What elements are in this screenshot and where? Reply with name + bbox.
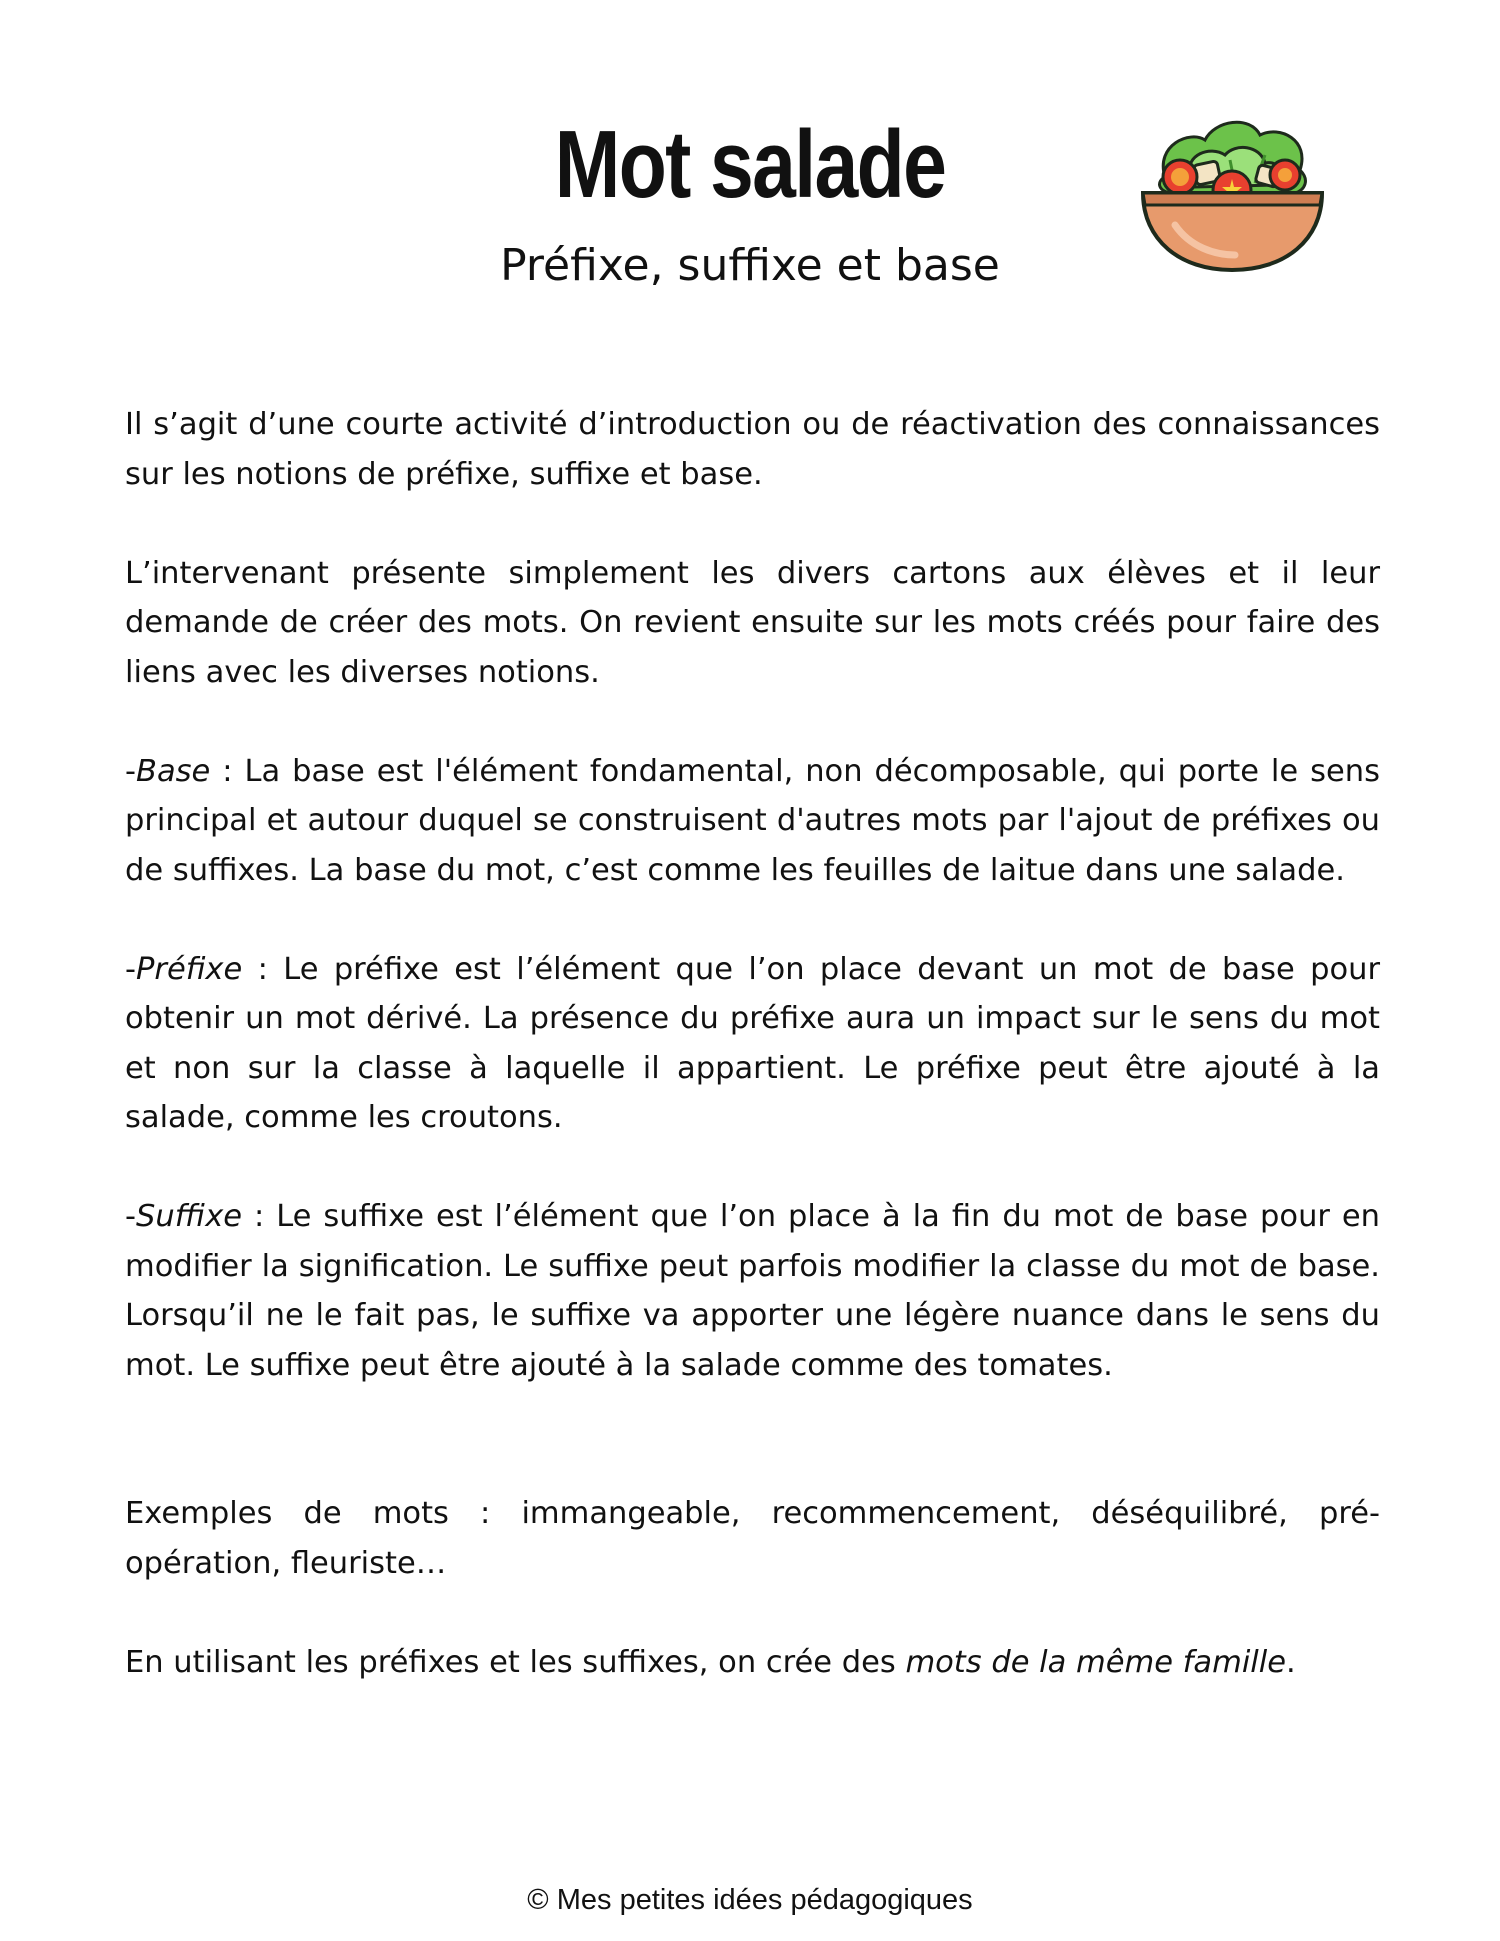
suffixe-dash: - — [125, 1199, 137, 1234]
document-body — [125, 400, 1380, 1737]
conclusion-emphasis: mots de la même famille — [905, 1644, 1287, 1680]
prefixe-dash: - — [125, 951, 137, 987]
page-header — [0, 0, 1500, 320]
conclusion-paragraph — [125, 1638, 1380, 1688]
prefixe-text: : Le préfixe est l’élément que l’on place devant un mot de base pour obtenir un mot dérivé. La présence du préfixe aura un impact sur le sens du mot et non sur la classe à laquelle il appartient. Le préfixe peut être ajouté à la salade, comme les croutons. — [125, 951, 1380, 1135]
section-spacer — [125, 1440, 1380, 1490]
suffixe-text: : Le suffixe est l’élément que l’on place à la fin du mot de base pour en modifier la signification. Le suffixe peut parfois modifier la classe du mot de base. Lorsqu’il ne le fait pas, le suffixe va apporter une légère nuance dans le sens du mot. Le suffixe peut être ajouté à la salade comme des tomates. — [125, 1199, 1380, 1383]
salad-bowl-icon — [1135, 115, 1330, 275]
base-dash: - — [125, 753, 137, 789]
copyright-footer: © Mes petites idées pédagogiques — [527, 1884, 973, 1916]
page-subtitle: Préfixe, suffixe et base — [500, 240, 1000, 291]
conclusion-end: . — [1286, 1644, 1296, 1680]
examples-paragraph: Exemples de mots : immangeable, recommencement, déséquilibré, pré-opération, fleuriste… — [125, 1496, 1380, 1581]
prefixe-definition — [125, 945, 1380, 1143]
suffixe-definition — [125, 1192, 1380, 1390]
base-definition — [125, 747, 1380, 896]
page-title: Mot salade — [554, 111, 946, 218]
base-text: : La base est l'élément fondamental, non décomposable, qui porte le sens principal et autour duquel se construisent d'autres mots par l'ajout de préfixes ou de suffixes. La base du mot, c’est comme les feuilles de laitue dans une salade. — [125, 753, 1380, 888]
intro-paragraph: Il s’agit d’une courte activité d’introduction ou de réactivation des connaissances sur les notions de préfixe, suffixe et base. — [125, 407, 1380, 492]
base-term: Base — [136, 753, 211, 789]
suffixe-term: Suffixe — [136, 1199, 243, 1234]
instructions-paragraph: L’intervenant présente simplement les divers cartons aux élèves et il leur demande de créer des mots. On revient ensuite sur les mots créés pour faire des liens avec les diverses notions. — [125, 555, 1380, 690]
conclusion-text: En utilisant les préfixes et les suffixes, on crée des — [125, 1644, 906, 1680]
prefixe-term: Préfixe — [136, 951, 243, 987]
